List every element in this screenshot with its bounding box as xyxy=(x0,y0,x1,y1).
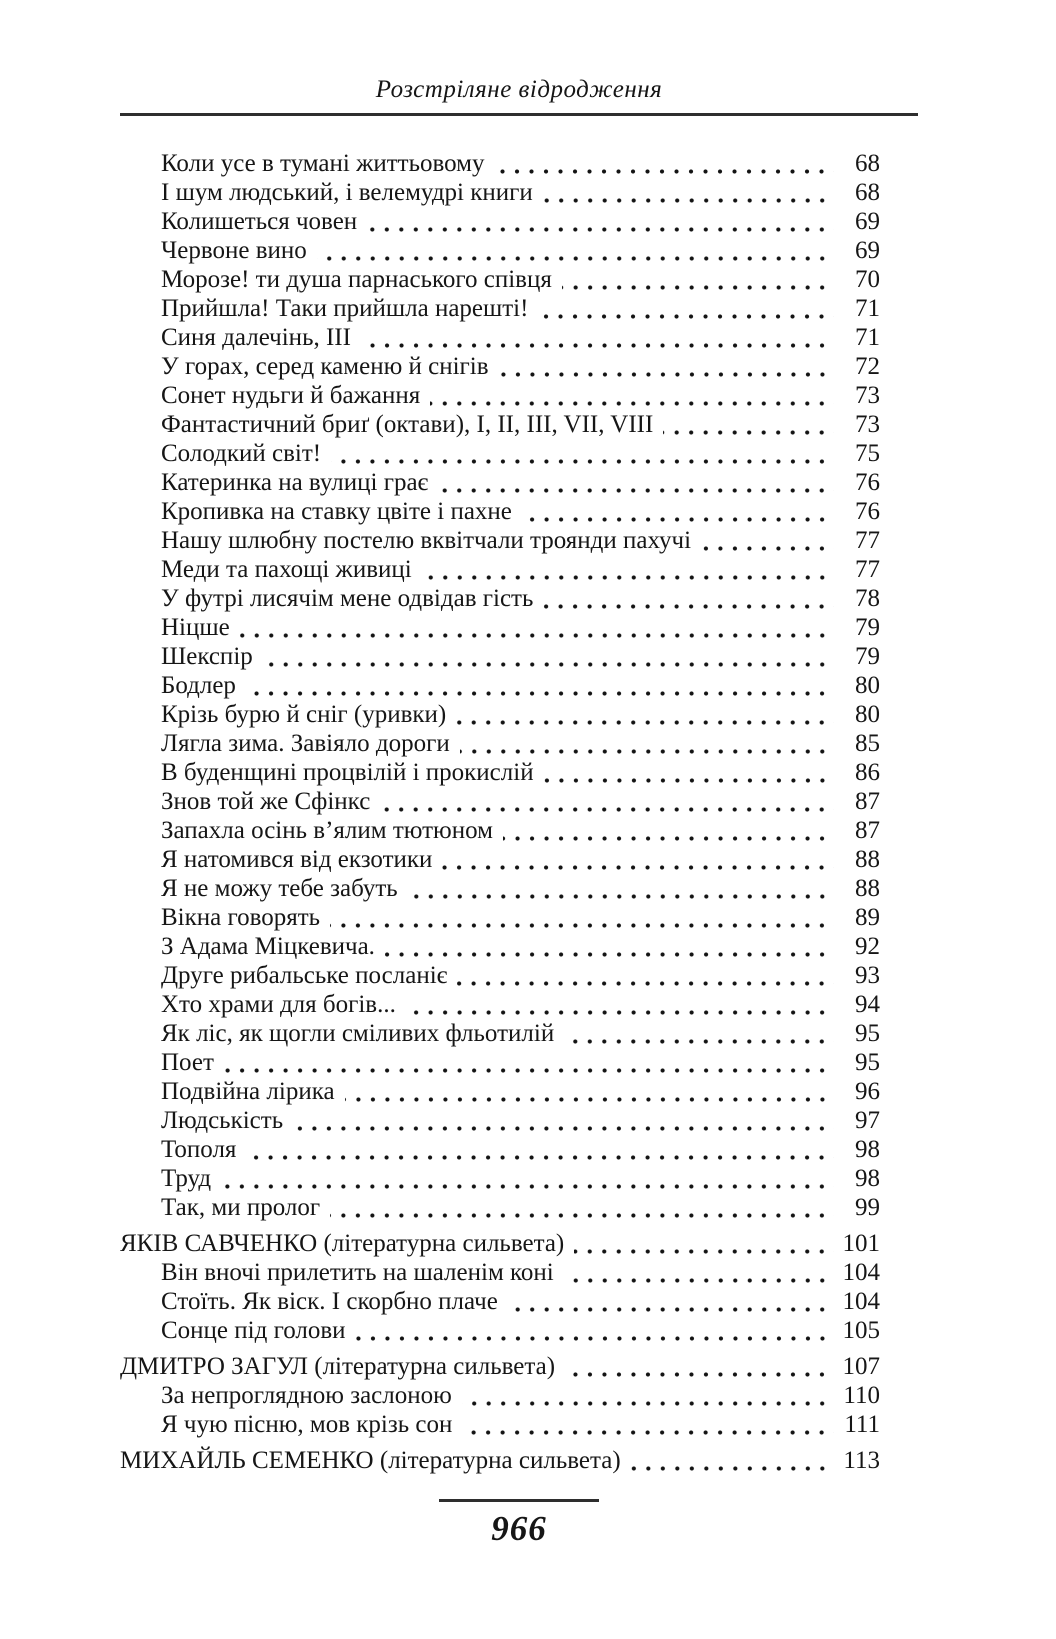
toc-entry-title: Синя далечінь, III xyxy=(161,324,351,351)
toc-dot-leader xyxy=(512,497,836,526)
running-head-title: Розстріляне відродження xyxy=(375,76,663,103)
toc-entry-title: У футрі лисячім мене одвідав гість xyxy=(161,585,534,612)
toc-dot-leader xyxy=(447,961,836,990)
toc-dot-leader xyxy=(236,1135,836,1164)
toc-entry-page: 77 xyxy=(855,527,880,554)
toc-dot-leader xyxy=(554,1019,836,1048)
toc-entry-page: 87 xyxy=(855,788,880,815)
toc-entry-page: 73 xyxy=(855,382,880,409)
toc-dot-leader xyxy=(564,1229,836,1258)
toc-row xyxy=(120,1229,880,1258)
toc-row xyxy=(120,758,880,787)
toc-dot-leader xyxy=(533,178,836,207)
toc-row xyxy=(120,1410,880,1439)
toc-entry-title: Ніцше xyxy=(161,614,230,641)
toc-entry-title: Тополя xyxy=(161,1136,237,1163)
toc-dot-leader xyxy=(489,352,836,381)
toc-row xyxy=(120,207,880,236)
toc-row xyxy=(120,932,880,961)
toc-entry-page: 75 xyxy=(855,440,880,467)
toc-dot-leader xyxy=(370,787,836,816)
toc-entry-page: 104 xyxy=(842,1288,880,1315)
toc-entry-page: 79 xyxy=(855,614,880,641)
toc-row xyxy=(120,787,880,816)
toc-entry-title: Я чую пісню, мов крізь сон xyxy=(161,1411,453,1438)
toc-row xyxy=(120,178,880,207)
toc-entry-page: 96 xyxy=(855,1078,880,1105)
toc-dot-leader xyxy=(552,265,836,294)
toc-dot-leader xyxy=(452,1410,836,1439)
toc-entry-page: 86 xyxy=(855,759,880,786)
toc-entry-title: Він вночі прилетить на шаленім коні xyxy=(161,1259,554,1286)
toc-entry-page: 88 xyxy=(855,875,880,902)
toc-entry-page: 71 xyxy=(855,324,880,351)
toc-entry-title: Знов той же Сфінкс xyxy=(161,788,371,815)
toc-row xyxy=(120,990,880,1019)
toc-entry-page: 94 xyxy=(855,991,880,1018)
toc-entry-page: 73 xyxy=(855,411,880,438)
toc-entry-title: Фантастичний бриґ (октави), I, II, III, VII, VIII xyxy=(161,411,654,438)
toc-dot-leader xyxy=(420,381,836,410)
toc-row xyxy=(120,1258,880,1287)
toc-entry-title: МИХАЙЛЬ СЕМЕНКО (літературна сильвета) xyxy=(120,1447,621,1474)
toc-row xyxy=(120,294,880,323)
toc-row xyxy=(120,1077,880,1106)
toc-dot-leader xyxy=(484,149,836,178)
toc-entry-title: Подвійна лірика xyxy=(161,1078,335,1105)
toc-row xyxy=(120,526,880,555)
toc-entry-page: 101 xyxy=(842,1230,880,1257)
toc-entry-title: Запахла осінь в’ялим тютюном xyxy=(161,817,493,844)
toc-dot-leader xyxy=(346,1316,836,1345)
toc-entry-page: 69 xyxy=(855,208,880,235)
toc-row xyxy=(120,381,880,410)
toc-row xyxy=(120,149,880,178)
toc-dot-leader xyxy=(396,990,836,1019)
toc-entry-page: 71 xyxy=(855,295,880,322)
toc-entry-title: Друге рибальське посланіє xyxy=(161,962,448,989)
toc-dot-leader xyxy=(691,526,836,555)
toc-row xyxy=(120,613,880,642)
toc-entry-page: 77 xyxy=(855,556,880,583)
toc-entry-title: Сонет нудьги й бажання xyxy=(161,382,421,409)
toc-entry-title: Крізь бурю й сніг (уривки) xyxy=(161,701,447,728)
toc-entry-page: 89 xyxy=(855,904,880,931)
toc-entry-title: Морозе! ти душа парнаського співця xyxy=(161,266,552,293)
toc-entry-page: 76 xyxy=(855,498,880,525)
toc-row xyxy=(120,410,880,439)
toc-row xyxy=(120,439,880,468)
toc-dot-leader xyxy=(621,1446,836,1475)
toc-entry-title: Труд xyxy=(161,1165,212,1192)
toc-row xyxy=(120,265,880,294)
toc-entry-page: 85 xyxy=(855,730,880,757)
toc-dot-leader xyxy=(450,729,836,758)
toc-row xyxy=(120,874,880,903)
toc-row xyxy=(120,1019,880,1048)
toc-entry-title: Прийшла! Таки прийшла нарешті! xyxy=(161,295,529,322)
toc-entry-page: 95 xyxy=(855,1049,880,1076)
toc-entry-title: Я натомився від екзотики xyxy=(161,846,433,873)
toc-dot-leader xyxy=(554,1258,836,1287)
toc-row xyxy=(120,671,880,700)
toc-entry-title: За непроглядною заслоною xyxy=(161,1382,452,1409)
toc-row xyxy=(120,642,880,671)
toc-entry-page: 92 xyxy=(855,933,880,960)
toc-row xyxy=(120,1316,880,1345)
toc-entry-page: 68 xyxy=(855,150,880,177)
toc-entry-title: Коли усе в тумані життьовому xyxy=(161,150,485,177)
toc-entry-page: 105 xyxy=(842,1317,880,1344)
toc-entry-page: 107 xyxy=(842,1353,880,1380)
toc-dot-leader xyxy=(493,816,836,845)
toc-dot-leader xyxy=(653,410,836,439)
toc-entry-page: 68 xyxy=(855,179,880,206)
toc-row xyxy=(120,1164,880,1193)
toc-entry-title: Сонце під голови xyxy=(161,1317,346,1344)
toc-dot-leader xyxy=(283,1106,836,1135)
toc-row xyxy=(120,1106,880,1135)
toc-entry-page: 88 xyxy=(855,846,880,873)
toc-entry-title: Колишеться човен xyxy=(161,208,358,235)
toc-entry-page: 78 xyxy=(855,585,880,612)
toc-row xyxy=(120,1135,880,1164)
toc-entry-page: 99 xyxy=(855,1194,880,1221)
toc-entry-page: 110 xyxy=(843,1382,880,1409)
toc-dot-leader xyxy=(320,903,836,932)
table-of-contents xyxy=(120,149,918,1475)
folio-page-number: 966 xyxy=(491,1509,547,1548)
toc-row xyxy=(120,352,880,381)
toc-dot-leader xyxy=(533,584,836,613)
toc-entry-page: 104 xyxy=(842,1259,880,1286)
toc-dot-leader xyxy=(528,294,836,323)
toc-entry-page: 69 xyxy=(855,237,880,264)
toc-row xyxy=(120,323,880,352)
toc-entry-title: Меди та пахощі живиці xyxy=(161,556,412,583)
toc-entry-page: 72 xyxy=(855,353,880,380)
toc-entry-title: Бодлер xyxy=(161,672,236,699)
toc-entry-title: І шум людський, і велемудрі книги xyxy=(161,179,533,206)
footer-rule xyxy=(439,1499,599,1502)
toc-entry-title: Кропивка на ставку цвіте і пахне xyxy=(161,498,512,525)
toc-dot-leader xyxy=(357,207,836,236)
toc-dot-leader xyxy=(534,758,836,787)
toc-row xyxy=(120,468,880,497)
toc-dot-leader xyxy=(446,700,836,729)
page-footer xyxy=(120,1499,918,1549)
toc-entry-title: Як ліс, як щогли сміливих фльотилій xyxy=(161,1020,555,1047)
toc-dot-leader xyxy=(432,845,836,874)
toc-entry-title: ЯКІВ САВЧЕНКО (літературна сильвета) xyxy=(120,1230,565,1257)
toc-row xyxy=(120,729,880,758)
toc-row xyxy=(120,1352,880,1381)
toc-dot-leader xyxy=(211,1164,836,1193)
toc-entry-title: Вікна говорять xyxy=(161,904,321,931)
toc-dot-leader xyxy=(321,439,836,468)
toc-dot-leader xyxy=(230,613,836,642)
toc-entry-title: Червоне вино xyxy=(161,237,307,264)
toc-row xyxy=(120,961,880,990)
toc-entry-page: 97 xyxy=(855,1107,880,1134)
toc-entry-title: У горах, серед каменю й снігів xyxy=(161,353,489,380)
toc-entry-title: Шекспір xyxy=(161,643,253,670)
toc-row xyxy=(120,1446,880,1475)
toc-entry-title: Нашу шлюбну постелю вквітчали троянди пахучі xyxy=(161,527,692,554)
toc-entry-title: Людськість xyxy=(161,1107,284,1134)
toc-entry-page: 79 xyxy=(855,643,880,670)
toc-row xyxy=(120,816,880,845)
toc-entry-page: 95 xyxy=(855,1020,880,1047)
header-rule xyxy=(120,113,918,116)
toc-dot-leader xyxy=(307,236,836,265)
toc-row xyxy=(120,236,880,265)
toc-row xyxy=(120,555,880,584)
toc-dot-leader xyxy=(555,1352,836,1381)
toc-dot-leader xyxy=(335,1077,836,1106)
toc-entry-page: 76 xyxy=(855,469,880,496)
toc-dot-leader xyxy=(214,1048,836,1077)
toc-entry-page: 80 xyxy=(855,701,880,728)
toc-row xyxy=(120,1287,880,1316)
toc-entry-page: 80 xyxy=(855,672,880,699)
toc-dot-leader xyxy=(236,671,836,700)
toc-entry-title: Поет xyxy=(161,1049,214,1076)
toc-entry-page: 113 xyxy=(843,1447,880,1474)
toc-entry-title: Стоїть. Як віск. І скорбно плаче xyxy=(161,1288,498,1315)
toc-entry-page: 93 xyxy=(855,962,880,989)
toc-row xyxy=(120,1381,880,1410)
toc-entry-title: З Адама Міцкевича. xyxy=(161,933,375,960)
toc-entry-page: 87 xyxy=(855,817,880,844)
toc-dot-leader xyxy=(412,555,836,584)
toc-entry-title: В буденщині процвілій і прокислій xyxy=(161,759,534,786)
toc-entry-page: 98 xyxy=(855,1136,880,1163)
toc-row xyxy=(120,497,880,526)
toc-entry-title: ДМИТРО ЗАГУЛ (літературна сильвета) xyxy=(120,1353,556,1380)
toc-row xyxy=(120,1193,880,1222)
toc-dot-leader xyxy=(452,1381,836,1410)
toc-dot-leader xyxy=(398,874,836,903)
toc-entry-page: 98 xyxy=(855,1165,880,1192)
toc-row xyxy=(120,1048,880,1077)
toc-dot-leader xyxy=(428,468,836,497)
toc-row xyxy=(120,700,880,729)
toc-dot-leader xyxy=(498,1287,836,1316)
toc-entry-page: 70 xyxy=(855,266,880,293)
toc-row xyxy=(120,584,880,613)
toc-entry-title: Катеринка на вулиці грає xyxy=(161,469,429,496)
toc-dot-leader xyxy=(375,932,836,961)
toc-entry-page: 111 xyxy=(844,1411,880,1438)
toc-dot-leader xyxy=(320,1193,836,1222)
toc-row xyxy=(120,903,880,932)
toc-entry-title: Хто храми для богів... xyxy=(161,991,396,1018)
toc-dot-leader xyxy=(253,642,836,671)
toc-dot-leader xyxy=(351,323,836,352)
toc-entry-title: Я не можу тебе забуть xyxy=(161,875,398,902)
toc-entry-title: Лягла зима. Завіяло дороги xyxy=(161,730,450,757)
toc-entry-title: Так, ми пролог xyxy=(161,1194,321,1221)
toc-row xyxy=(120,845,880,874)
toc-entry-title: Солодкий світ! xyxy=(161,440,322,467)
